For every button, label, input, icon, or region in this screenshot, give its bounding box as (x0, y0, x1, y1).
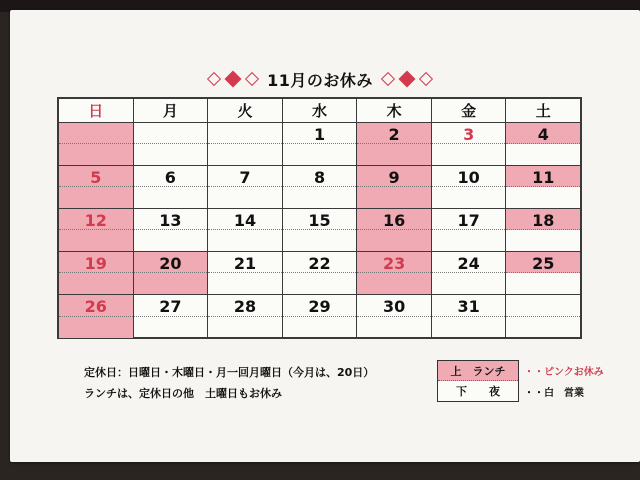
legend-box (437, 360, 519, 402)
day-cell (357, 209, 432, 251)
day-cell (134, 252, 209, 294)
night-slot (357, 317, 431, 339)
day-number: 12 (84, 211, 107, 230)
night-slot (432, 187, 506, 208)
night-slot (283, 273, 357, 294)
weekday-tuesday: 火 (208, 99, 283, 122)
day-cell (283, 123, 358, 165)
day-number: 30 (382, 297, 406, 316)
week-row (59, 209, 580, 252)
weekday-monday: 月 (134, 99, 209, 122)
day-number: 4 (537, 125, 549, 144)
day-number: 18 (532, 211, 555, 230)
day-cell (208, 295, 283, 338)
day-cell (357, 252, 432, 294)
day-number: 31 (457, 297, 480, 316)
day-cell (208, 166, 283, 208)
day-cell (506, 209, 580, 251)
day-cell (134, 123, 209, 165)
night-slot (506, 317, 580, 339)
day-number: 15 (308, 211, 331, 230)
night-slot (432, 230, 506, 251)
day-number: 8 (313, 168, 326, 187)
night-slot (432, 144, 506, 165)
day-cell (283, 209, 358, 251)
day-cell (59, 252, 134, 294)
legend-pink-text: ・・ピンクお休み (524, 367, 604, 378)
day-number: 25 (532, 254, 555, 273)
calendar (57, 97, 582, 339)
day-number: 3 (463, 125, 475, 144)
legend-lunch: 上 ランチ (438, 361, 518, 381)
day-number: 2 (388, 125, 400, 144)
note-lunch: ランチは、定休日の他 土曜日もお休み (84, 387, 282, 400)
weekday-wednesday: 水 (283, 99, 358, 122)
night-slot (506, 144, 580, 165)
night-slot (59, 317, 133, 339)
day-number: 26 (84, 297, 107, 316)
day-cell (134, 166, 209, 208)
day-number: 28 (233, 297, 257, 316)
day-cell (506, 252, 580, 294)
night-slot (506, 230, 580, 251)
diamond-filled-icon (398, 71, 415, 88)
calendar-grid (59, 123, 580, 337)
night-slot (59, 144, 133, 165)
week-row (59, 123, 580, 166)
title-row (0, 64, 640, 94)
day-cell (432, 166, 507, 208)
lunch-slot (59, 123, 133, 144)
day-cell (208, 209, 283, 251)
day-number: 19 (84, 254, 107, 273)
night-slot (357, 144, 431, 165)
day-cell (357, 123, 432, 165)
night-slot (208, 230, 282, 251)
day-number: 6 (164, 168, 176, 187)
night-slot (208, 187, 282, 208)
weekday-sunday: 日 (59, 99, 134, 122)
night-slot (134, 230, 208, 251)
day-cell (283, 295, 358, 338)
night-slot (357, 187, 431, 208)
night-slot (208, 273, 282, 294)
day-number: 29 (308, 297, 331, 316)
calendar-header (59, 99, 580, 123)
day-cell (506, 295, 580, 338)
day-number: 14 (233, 211, 257, 230)
night-slot (59, 187, 133, 208)
weekday-thursday: 木 (357, 99, 432, 122)
day-cell (432, 123, 507, 165)
day-number: 21 (233, 254, 257, 273)
day-cell (432, 295, 507, 338)
day-cell (283, 252, 358, 294)
diamond-outline-icon (381, 72, 395, 86)
day-number: 20 (159, 254, 182, 273)
day-cell (283, 166, 358, 208)
night-slot (432, 273, 506, 294)
day-cell (506, 123, 580, 165)
day-number: 27 (159, 297, 182, 316)
night-slot (357, 273, 431, 294)
week-row (59, 166, 580, 209)
night-slot (134, 317, 208, 339)
day-cell (357, 295, 432, 338)
day-cell (432, 209, 507, 251)
night-slot (432, 317, 506, 339)
day-cell (59, 166, 134, 208)
weekday-saturday: 土 (535, 102, 551, 120)
night-slot (283, 144, 357, 165)
legend-night: 下 夜 (456, 385, 500, 398)
day-number: 22 (308, 254, 331, 273)
day-number: 1 (313, 125, 326, 144)
night-slot (506, 273, 580, 294)
day-number: 23 (382, 254, 406, 273)
day-number: 24 (457, 254, 480, 273)
day-number: 16 (382, 211, 406, 230)
day-cell (134, 209, 209, 251)
page-title: 11月のお休み (267, 70, 373, 90)
week-row (59, 295, 580, 338)
day-cell (208, 252, 283, 294)
night-slot (506, 187, 580, 208)
night-slot (134, 273, 208, 294)
day-cell (59, 123, 134, 165)
day-cell (357, 166, 432, 208)
night-slot (59, 230, 133, 251)
diamond-outline-icon (207, 72, 221, 86)
week-row (59, 252, 580, 295)
day-number: 13 (159, 211, 182, 230)
weekday-friday: 金 (432, 99, 507, 122)
lunch-slot (134, 123, 208, 144)
night-slot (357, 230, 431, 251)
day-number: 5 (90, 168, 102, 187)
night-slot (283, 187, 357, 208)
day-cell (59, 209, 134, 251)
day-number: 17 (457, 211, 480, 230)
legend-white-text: ・・白 営業 (524, 388, 584, 399)
night-slot (134, 144, 208, 165)
night-slot (134, 187, 208, 208)
day-cell (134, 295, 209, 338)
day-number: 11 (532, 168, 555, 187)
night-slot (59, 273, 133, 294)
night-slot (283, 230, 357, 251)
diamond-outline-icon (245, 72, 259, 86)
note-closed-days: 定休日：日曜日・木曜日・月一回月曜日（今月は、20日） (84, 366, 375, 379)
day-cell (208, 123, 283, 165)
day-cell (506, 166, 580, 208)
day-number: 10 (457, 168, 480, 187)
lunch-slot (208, 123, 282, 144)
diamond-outline-icon (419, 72, 433, 86)
notes (84, 362, 374, 404)
night-slot (208, 317, 282, 339)
day-number: 9 (388, 168, 400, 187)
night-slot (208, 144, 282, 165)
lunch-slot (506, 295, 580, 317)
night-slot (283, 317, 357, 339)
diamond-filled-icon (225, 71, 242, 88)
day-cell (432, 252, 507, 294)
day-number: 7 (239, 168, 251, 187)
day-cell (59, 295, 134, 338)
